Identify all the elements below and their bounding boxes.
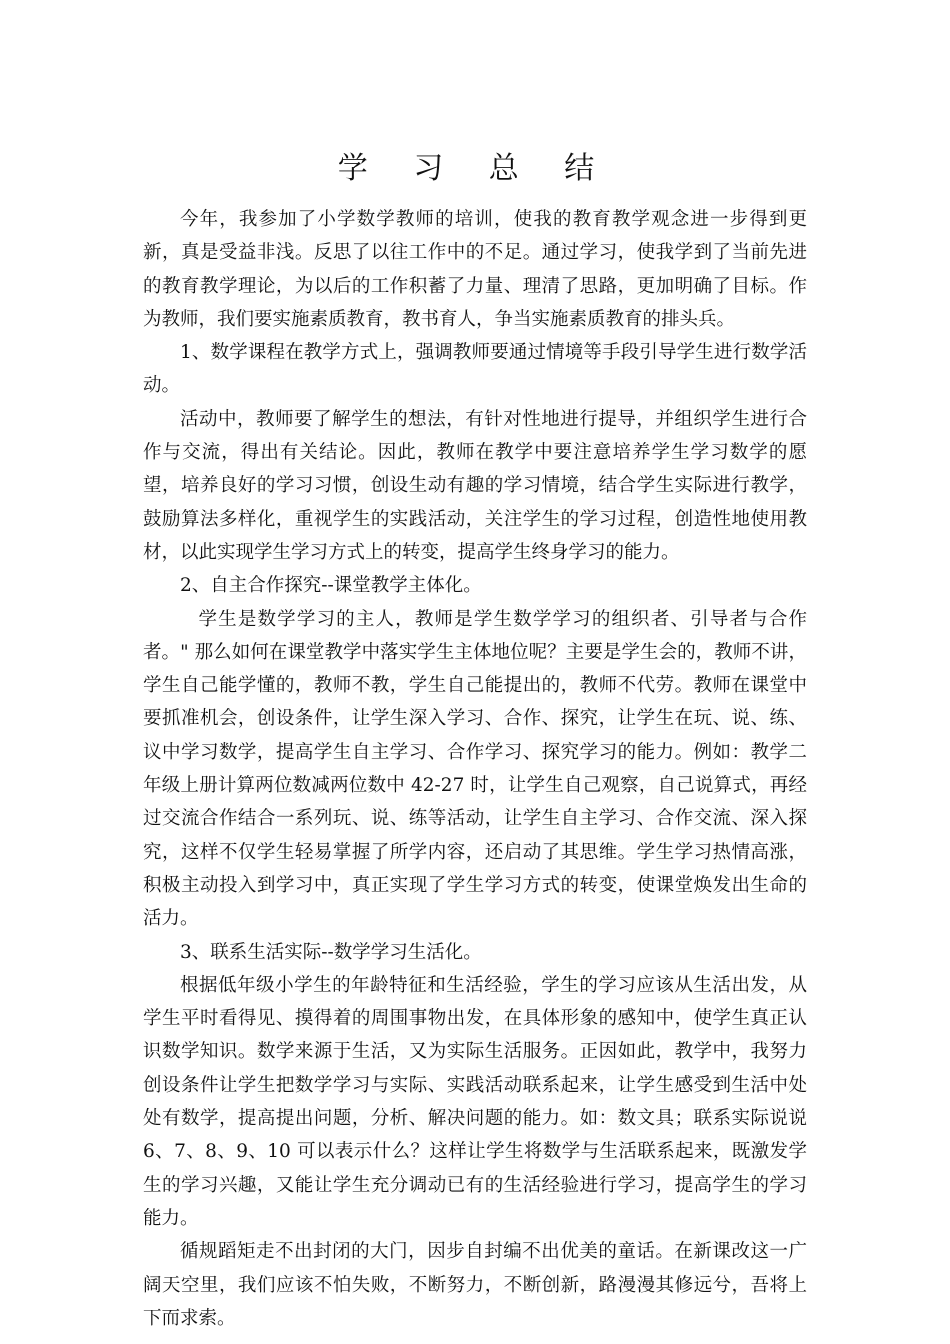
paragraph-point-1-heading: 1、数学课程在教学方式上，强调教师要通过情境等手段引导学生进行数学活动。: [143, 342, 807, 397]
paragraph-point-1-body: 活动中，教师要了解学生的想法，有针对性地进行提导，并组织学生进行合作与交流，得出有关结论。因此，教师在教学中要注意培养学生学习数学的愿望，培养良好的学习习惯，创设生动有趣的学习情境，结合学生实际进行教学，鼓励算法多样化，重视学生的实践活动，关注学生的学习过程，创造性地使用教材，以此实现学生学习方式上的转变，提高学生终身学习的能力。: [143, 408, 807, 563]
paragraph-point-3-body: 根据低年级小学生的年龄特征和生活经验，学生的学习应该从生活出发，从学生平时看得见、摸得着的周围事物出发，在具体形象的感知中，使学生真正认识数学知识。数学来源于生活，又为实际生活服务。正因如此，教学中，我努力创设条件让学生把数学学习与实际、实践活动联系起来，让学生感受到生活中处处有数学，提高提出问题，分析、解决问题的能力。如：数文具；联系实际说说 6、7、8、9、10 可以表示什么？这样让学生将数学与生活联系起来，既激发学生的学习兴趣，又能让学生充分调动已有的生活经验进行学习，提高学生的学习能力。: [143, 974, 807, 1229]
paragraph-intro: 今年，我参加了小学数学教师的培训，使我的教育教学观念进一步得到更新，真是受益非浅。反思了以往工作中的不足。通过学习，使我学到了当前先进的教育教学理论，为以后的工作积蓄了力量、理清了思路，更加明确了目标。作为教师，我们要实施素质教育，教书育人，争当实施素质教育的排头兵。: [143, 209, 807, 330]
document-body: [143, 203, 807, 1335]
paragraph-point-2-body: 学生是数学学习的主人，教师是学生数学学习的组织者、引导者与合作者。" 那么如何在课堂教学中落实学生主体地位呢？主要是学生会的，教师不讲，学生自己能学懂的，教师不教，学生自己能提出的，教师不代劳。教师在课堂中要抓准机会，创设条件，让学生深入学习、合作、探究，让学生在玩、说、练、议中学习数学，提高学生自主学习、合作学习、探究学习的能力。例如：教学二年级上册计算两位数减两位数中 42-27 时，让学生自己观察，自己说算式，再经过交流合作结合一系列玩、说、练等活动，让学生自主学习、合作交流、深入探究，这样不仅学生轻易掌握了所学内容，还启动了其思维。学生学习热情高涨，积极主动投入到学习中，真正实现了学生学习方式的转变，使课堂焕发出生命的活力。: [143, 608, 807, 930]
document-title: 学 习 总 结: [337, 151, 613, 186]
paragraph-point-3-heading: 3、联系生活实际--数学学习生活化。: [180, 941, 482, 963]
paragraph-conclusion: 循规蹈矩走不出封闭的大门，因步自封编不出优美的童话。在新课改这一广阔天空里，我们应该不怕失败，不断努力，不断创新，路漫漫其修远兮，吾将上下而求索。: [143, 1241, 807, 1329]
paragraph-point-2-heading: 2、自主合作探究--课堂教学主体化。: [180, 575, 482, 597]
